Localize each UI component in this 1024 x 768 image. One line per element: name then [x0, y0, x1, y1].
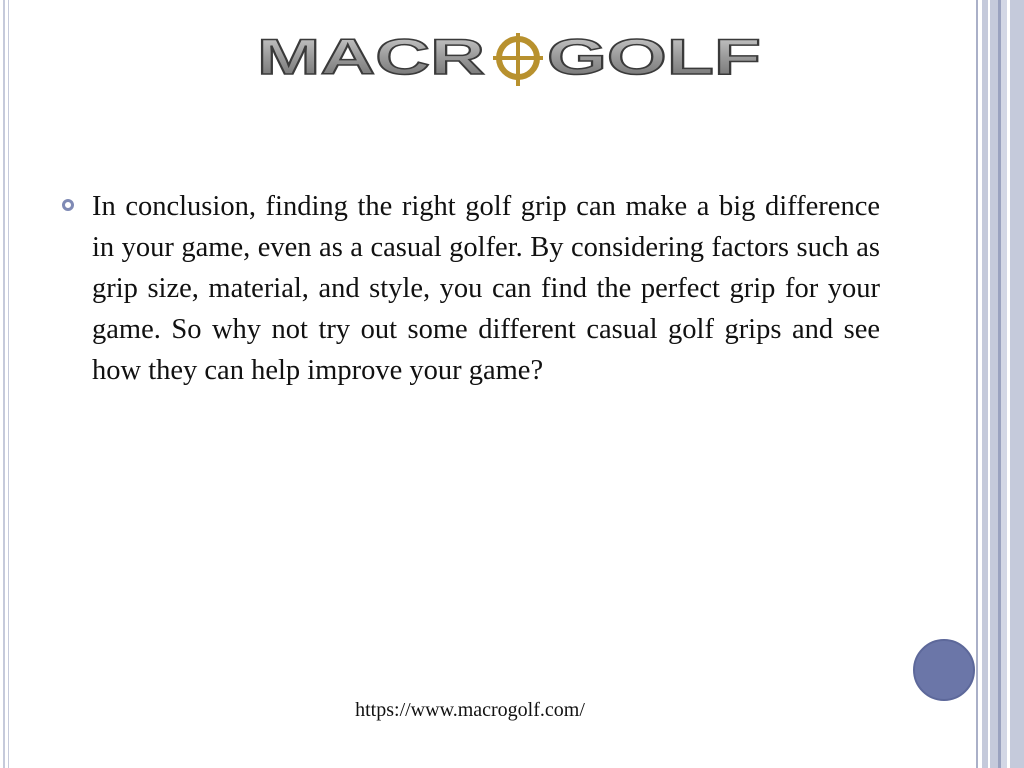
bullet-item — [62, 186, 880, 391]
crosshair-o-icon — [493, 33, 543, 86]
bullet-icon — [62, 199, 74, 211]
logo-text-right: GOLF — [547, 29, 761, 85]
logo-text-left: MACR — [257, 29, 485, 85]
footer-url[interactable]: https://www.macrogolf.com/ — [355, 699, 585, 721]
body-paragraph: In conclusion, finding the right golf grip can make a big difference in your game, even as a casual golfer. By considering factors such as grip size, material, and style, you can find the perfect grip for your game. So why not try out some different casual golf grips and see how they can help improve your game? — [92, 191, 880, 386]
right-border-stripe — [976, 0, 978, 768]
left-border-line — [8, 0, 9, 768]
right-border-stripe — [990, 0, 998, 768]
macrogolf-logo — [255, 28, 765, 90]
right-border-stripe — [1010, 0, 1024, 768]
left-border-line — [3, 0, 5, 768]
decorative-circle — [913, 639, 975, 701]
